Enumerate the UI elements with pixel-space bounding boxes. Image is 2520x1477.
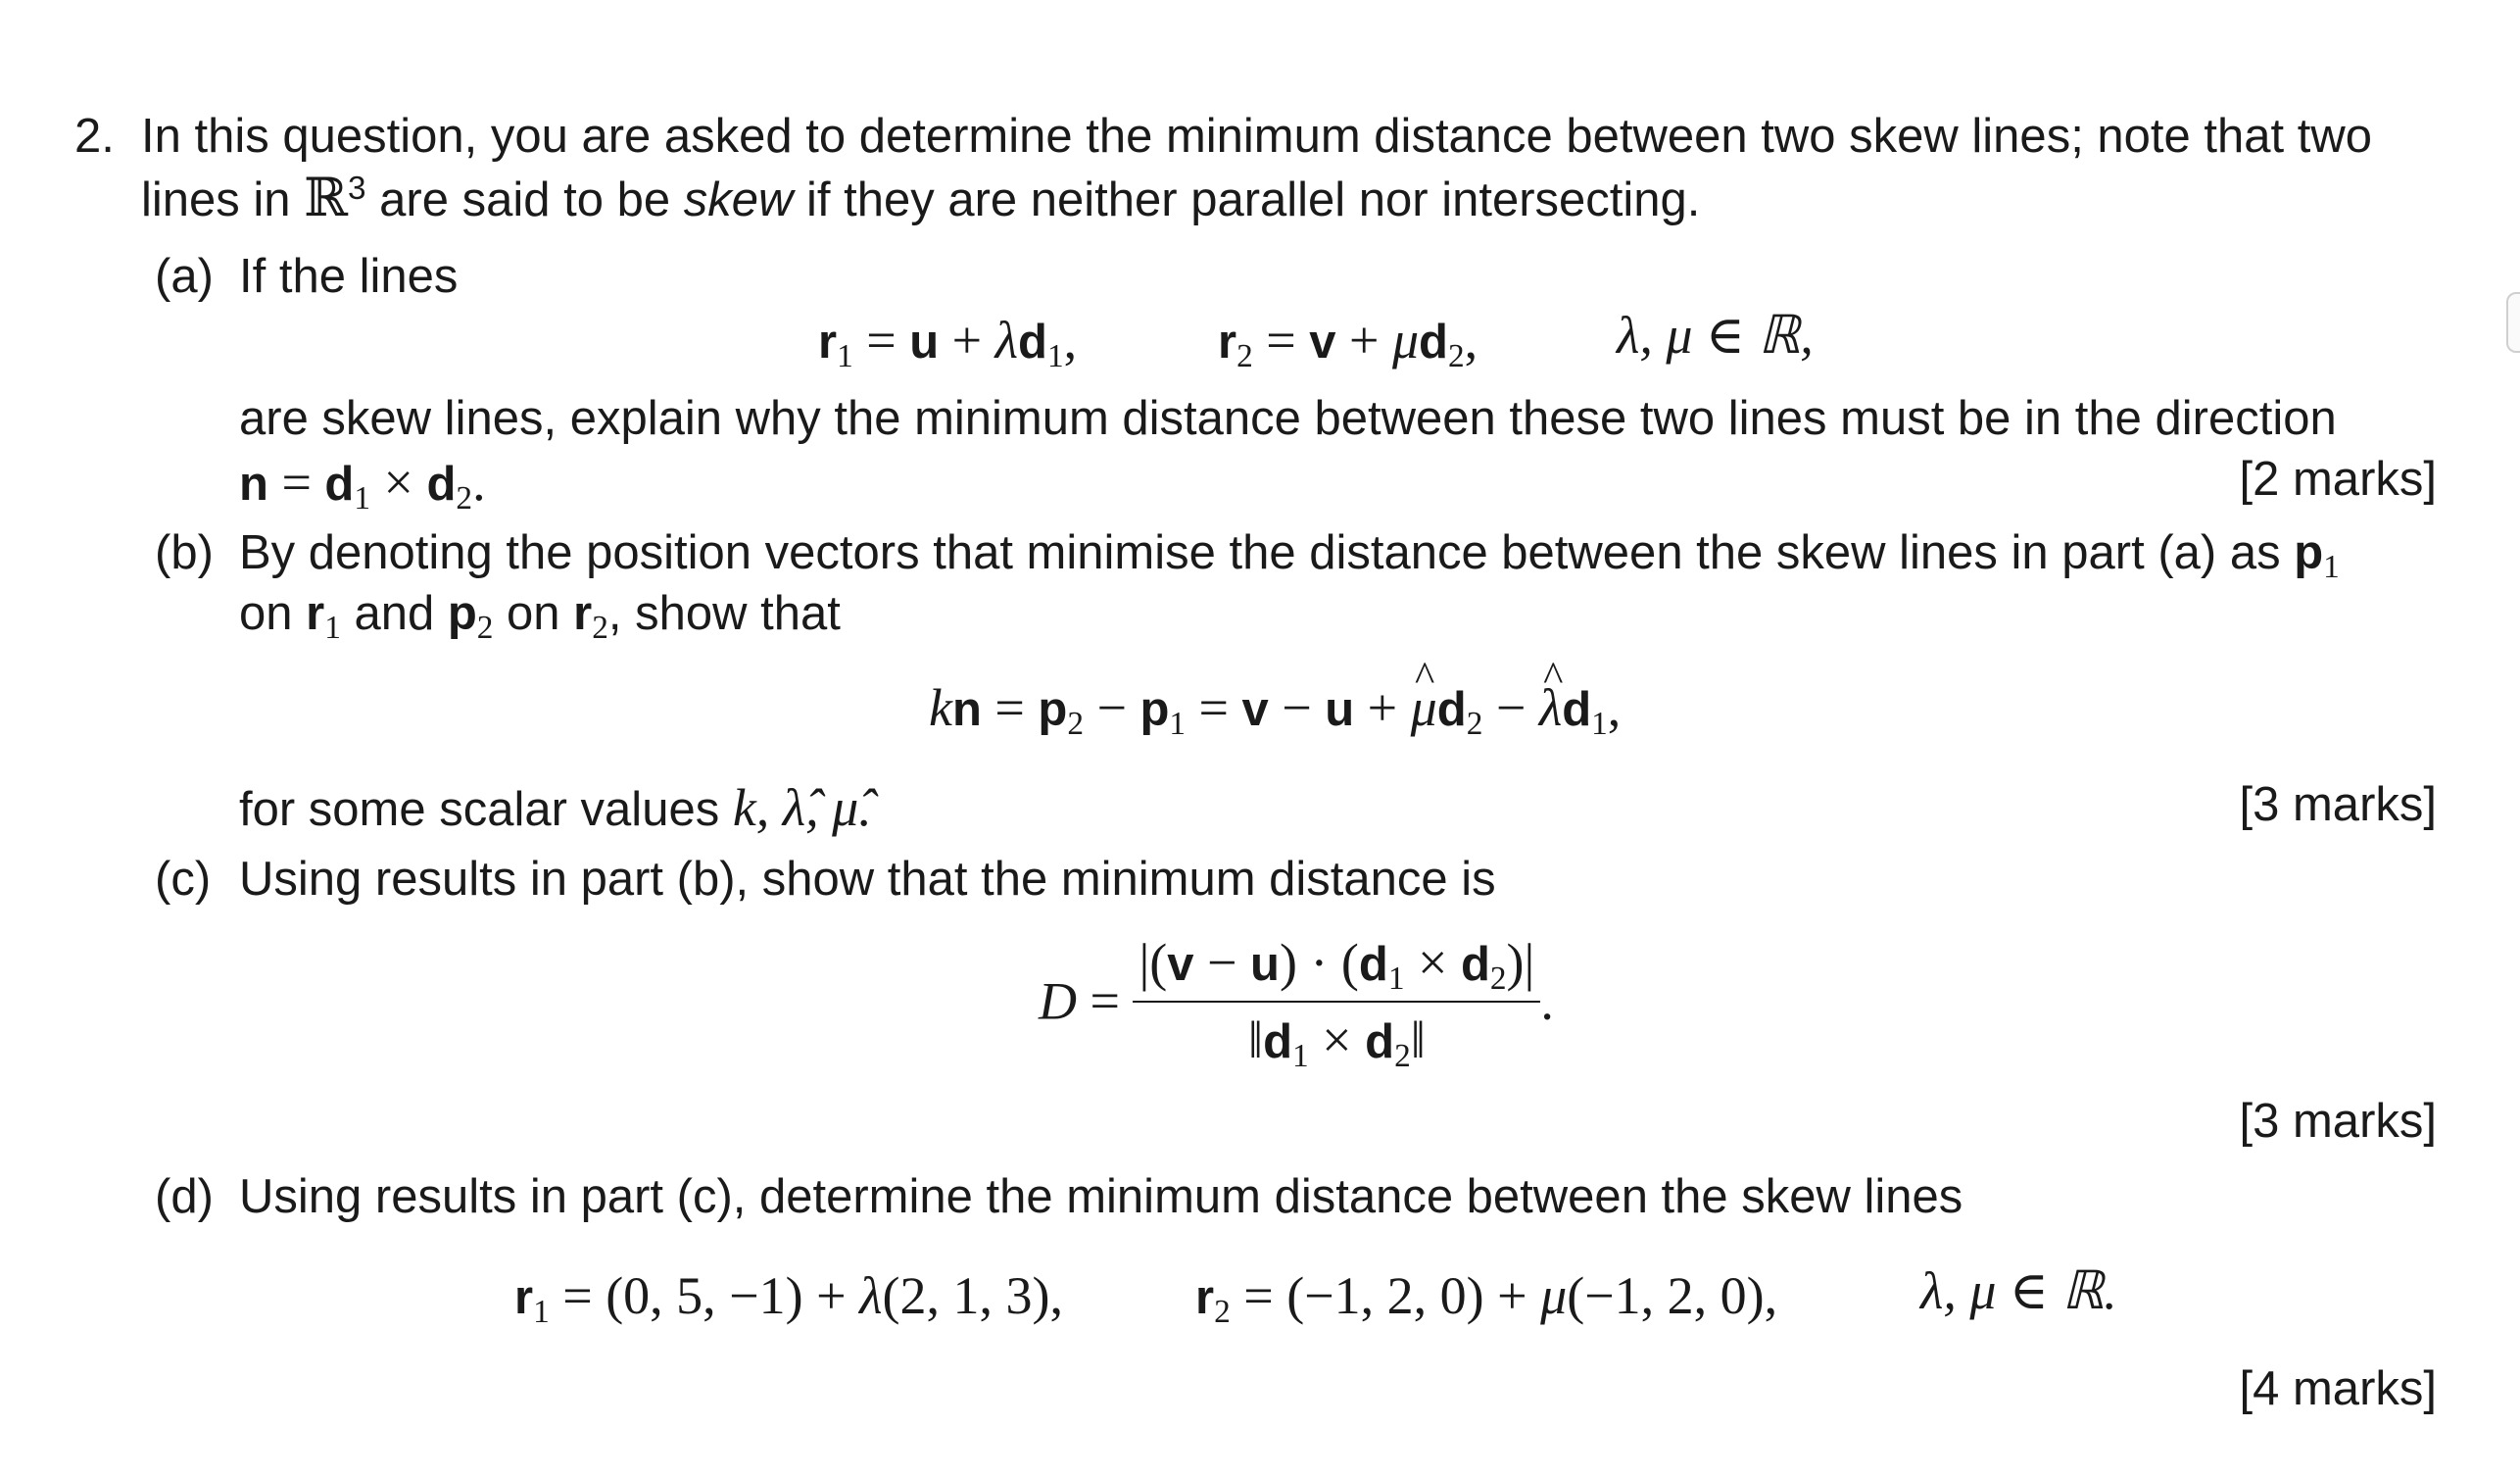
part-a-equation-params: λ, μ ∈ ℝ, <box>1617 306 1814 365</box>
skew-emphasis: skew <box>683 173 794 226</box>
part-b-marks: [3 marks] <box>2239 778 2437 831</box>
part-b-label: (b) <box>155 526 214 579</box>
part-a-direction-vector: n = d1 × d2. <box>239 453 486 517</box>
real-space-power: 3 <box>348 171 366 208</box>
part-a-lead: If the lines <box>239 250 459 303</box>
fraction-denominator: ‖d1 × d2‖ <box>1133 1001 1540 1072</box>
scroll-handle[interactable] <box>2506 292 2520 353</box>
part-d-label: (d) <box>155 1170 214 1223</box>
part-a-equation-line1: r1 = u + λd1, <box>818 311 1078 375</box>
question-intro-line2: lines in ℝ$^3$ are said to be skew if they are neither parallel nor intersecting. <box>141 169 1701 227</box>
part-b-equation: kn = p2 − p1 = v − u +^ μd2 −^ λd1, <box>929 676 1621 740</box>
real-space-symbol: ℝ <box>304 169 349 227</box>
question-number: 2. <box>74 110 115 163</box>
part-d-text: Using results in part (c), determine the minimum distance between the skew lines <box>239 1170 1963 1223</box>
part-c-distance-formula: D = $\frac{|(v - u) \cdot (d1 \times d2)|}{‖d1 \times d2‖}$ . <box>1039 933 1554 1075</box>
fraction-numerator: |(v − u) · (d1 × d2)| <box>1139 933 1535 998</box>
part-c-label: (c) <box>155 853 212 906</box>
part-d-equation-params: λ, μ ∈ ℝ. <box>1920 1261 2117 1320</box>
distance-fraction <box>1133 931 1540 1075</box>
part-d-equation-line1: r1 = (0, 5, −1) + λ(2, 1, 3), <box>514 1266 1063 1331</box>
part-b-text1: By denoting the position vectors that minimise the distance between the skew lines in part (a) as p1 <box>239 526 2340 586</box>
part-a-label: (a) <box>155 250 214 303</box>
part-b-scalars: k, λ̂, μ̂. <box>732 778 872 837</box>
question-intro-line1: In this question, you are asked to determine the minimum distance between two skew lines; note that two <box>141 110 2372 163</box>
part-d-marks: [4 marks] <box>2239 1362 2437 1415</box>
part-c-marks: [3 marks] <box>2239 1095 2437 1148</box>
part-c-text: Using results in part (b), show that the minimum distance is <box>239 853 1496 906</box>
part-a-text1: are skew lines, explain why the minimum distance between these two lines must be in the direction <box>239 392 2337 445</box>
part-b-text2: on r1 and p2 on r2, show that <box>239 587 841 647</box>
part-d-equation-line2: r2 = (−1, 2, 0) + μ(−1, 2, 0), <box>1195 1266 1778 1331</box>
part-b-text3: for some scalar values k, λ̂, μ̂. <box>239 778 872 837</box>
part-a-marks: [2 marks] <box>2239 453 2437 506</box>
part-a-equation-line2: r2 = v + μd2, <box>1218 311 1478 375</box>
